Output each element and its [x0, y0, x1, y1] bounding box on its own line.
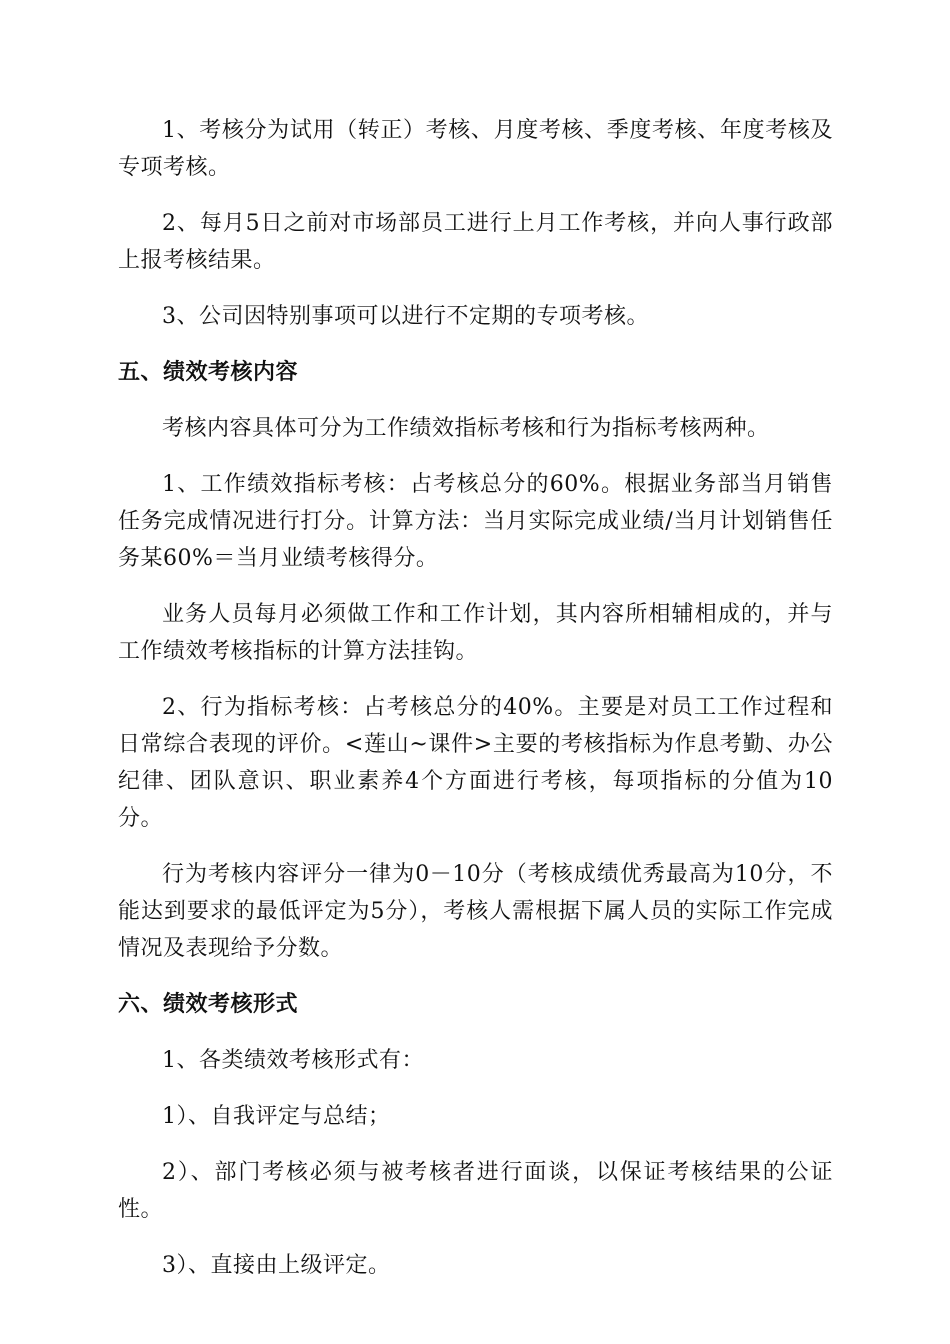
section-heading-content: 五、绩效考核内容: [118, 360, 299, 385]
paragraph-behavior-indicator: 2、行为指标考核：占考核总分的40%。主要是对员工工作过程和日常综合表现的评价。<莲山~课件>主要的考核指标为作息考勤、办公纪律、团队意识、职业素养4个方面进行考核，每项指标的分值为10分。: [118, 695, 833, 831]
paragraph-monthly-assessment: 2、每月5日之前对市场部员工进行上月工作考核，并向人事行政部上报考核结果。: [118, 211, 833, 273]
list-item-self-evaluation: 1）、自我评定与总结；: [162, 1104, 391, 1129]
section-heading-forms: 六、绩效考核形式: [118, 992, 299, 1017]
document-page: [118, 112, 833, 1303]
paragraph-assessment-types: 1、考核分为试用（转正）考核、月度考核、季度考核、年度考核及专项考核。: [118, 118, 833, 180]
paragraph-behavior-scoring: 行为考核内容评分一律为0－10分（考核成绩优秀最高为10分，不能达到要求的最低评定为5分），考核人需根据下属人员的实际工作完成情况及表现给予分数。: [118, 862, 833, 961]
paragraph-performance-indicator: 1、工作绩效指标考核：占考核总分的60%。根据业务部当月销售任务完成情况进行打分。计算方法：当月实际完成业绩/当月计划销售任务某60%＝当月业绩考核得分。: [118, 472, 833, 571]
paragraph-special-assessment: 3、公司因特别事项可以进行不定期的专项考核。: [162, 304, 649, 329]
list-item-department-interview: 2）、部门考核必须与被考核者进行面谈，以保证考核结果的公证性。: [118, 1160, 833, 1222]
paragraph-content-overview: 考核内容具体可分为工作绩效指标考核和行为指标考核两种。: [162, 416, 770, 441]
paragraph-work-plan: 业务人员每月必须做工作和工作计划，其内容所相辅相成的，并与工作绩效考核指标的计算方法挂钩。: [118, 602, 833, 664]
list-item-supervisor-evaluation: 3）、直接由上级评定。: [162, 1253, 391, 1278]
paragraph-forms-intro: 1、各类绩效考核形式有：: [162, 1048, 424, 1073]
